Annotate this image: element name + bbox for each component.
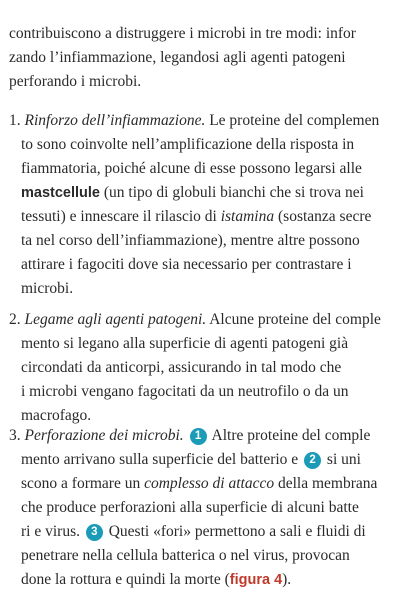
item-3-line-1 [9, 424, 370, 448]
item-3-line-5 [21, 520, 366, 544]
item-3-text: della membrana [274, 475, 378, 492]
item-1-text: Le proteine del complemen [205, 112, 380, 129]
step-1-badge: 1 [190, 428, 207, 445]
item-3-title: Perforazione dei microbi. [24, 427, 184, 444]
term-mastcellule: mastcellule [21, 185, 100, 201]
item-3-text: Questi «fori» permettono a sali e fluidi di [104, 523, 366, 540]
item-1-line-7: attirare i fagociti dove sia necessario per contrastare i [21, 256, 352, 273]
item-3-text: done la rottura e quindi la morte ( [21, 571, 230, 588]
item-3-text: ri e virus. [21, 523, 84, 540]
item-3-text: scono a formare un [21, 475, 145, 492]
item-3-line-6: penetrare nella cellula batterica o nel virus, provocan [21, 547, 350, 564]
figure-4-link[interactable]: figura 4 [229, 572, 283, 588]
item-3-line-3 [21, 472, 377, 496]
item-3-text: si uni [323, 451, 361, 468]
step-2-badge: 2 [304, 452, 321, 469]
item-1-line-4 [21, 181, 364, 205]
intro-line-3: perforando i microbi. [9, 73, 142, 90]
intro-line-2: zando l’infiammazione, legandosi agli agenti patogeni [9, 49, 346, 66]
item-1-line-1 [9, 109, 379, 133]
item-1-text: (sostanza secre [274, 208, 372, 225]
term-complesso-di-attacco: complesso di attacco [144, 475, 275, 492]
item-1-title: Rinforzo dell’infiammazione. [24, 112, 206, 129]
item-2-title: Legame agli agenti patogeni. [24, 311, 207, 328]
item-2-line-2: mento si legano alla superficie di agenti patogeni già [21, 335, 349, 352]
item-2-line-3: circondati da anticorpi, assicurando in tal modo che [21, 359, 342, 376]
item-1-line-2: to sono coinvolte nell’amplificazione della risposta in [21, 136, 355, 153]
step-3-badge: 3 [86, 524, 103, 541]
item-3-line-2 [21, 448, 361, 472]
item-1-line-6: ta nel corso dell’infiammazione), mentre altre possono [21, 232, 360, 249]
intro-line-1: contribuiscono a distruggere i microbi in tre modi: infor [9, 25, 356, 42]
item-1-line-5 [21, 205, 371, 229]
term-istamina: istamina [220, 208, 275, 225]
item-2-line-1 [9, 308, 381, 332]
item-1-number: 1. [9, 112, 21, 129]
item-2-number: 2. [9, 311, 21, 328]
item-2-line-5: macrofago. [21, 407, 92, 424]
item-1-text: tessuti) e innescare il rilascio di [21, 208, 221, 225]
item-3-line-7 [21, 568, 291, 592]
item-2-line-4: i microbi vengano fagocitati da un neutrofilo o da un [21, 383, 349, 400]
item-1-line-3: fiammatoria, poiché alcune di esse possono legarsi alle [21, 160, 362, 177]
item-3-text: ). [282, 571, 292, 588]
item-2-text: Alcune proteine del comple [206, 311, 381, 328]
item-3-line-4: che produce perforazioni alla superficie di alcuni batte [21, 499, 359, 516]
item-3-text: mento arrivano sulla superficie del batterio e [21, 451, 303, 468]
item-3-text: Altre proteine del comple [208, 427, 371, 444]
document-page [9, 0, 413, 588]
item-1-line-8: microbi. [21, 280, 74, 297]
item-3-number: 3. [9, 427, 21, 444]
item-1-text: (un tipo di globuli bianchi che si trova nei [100, 184, 364, 201]
